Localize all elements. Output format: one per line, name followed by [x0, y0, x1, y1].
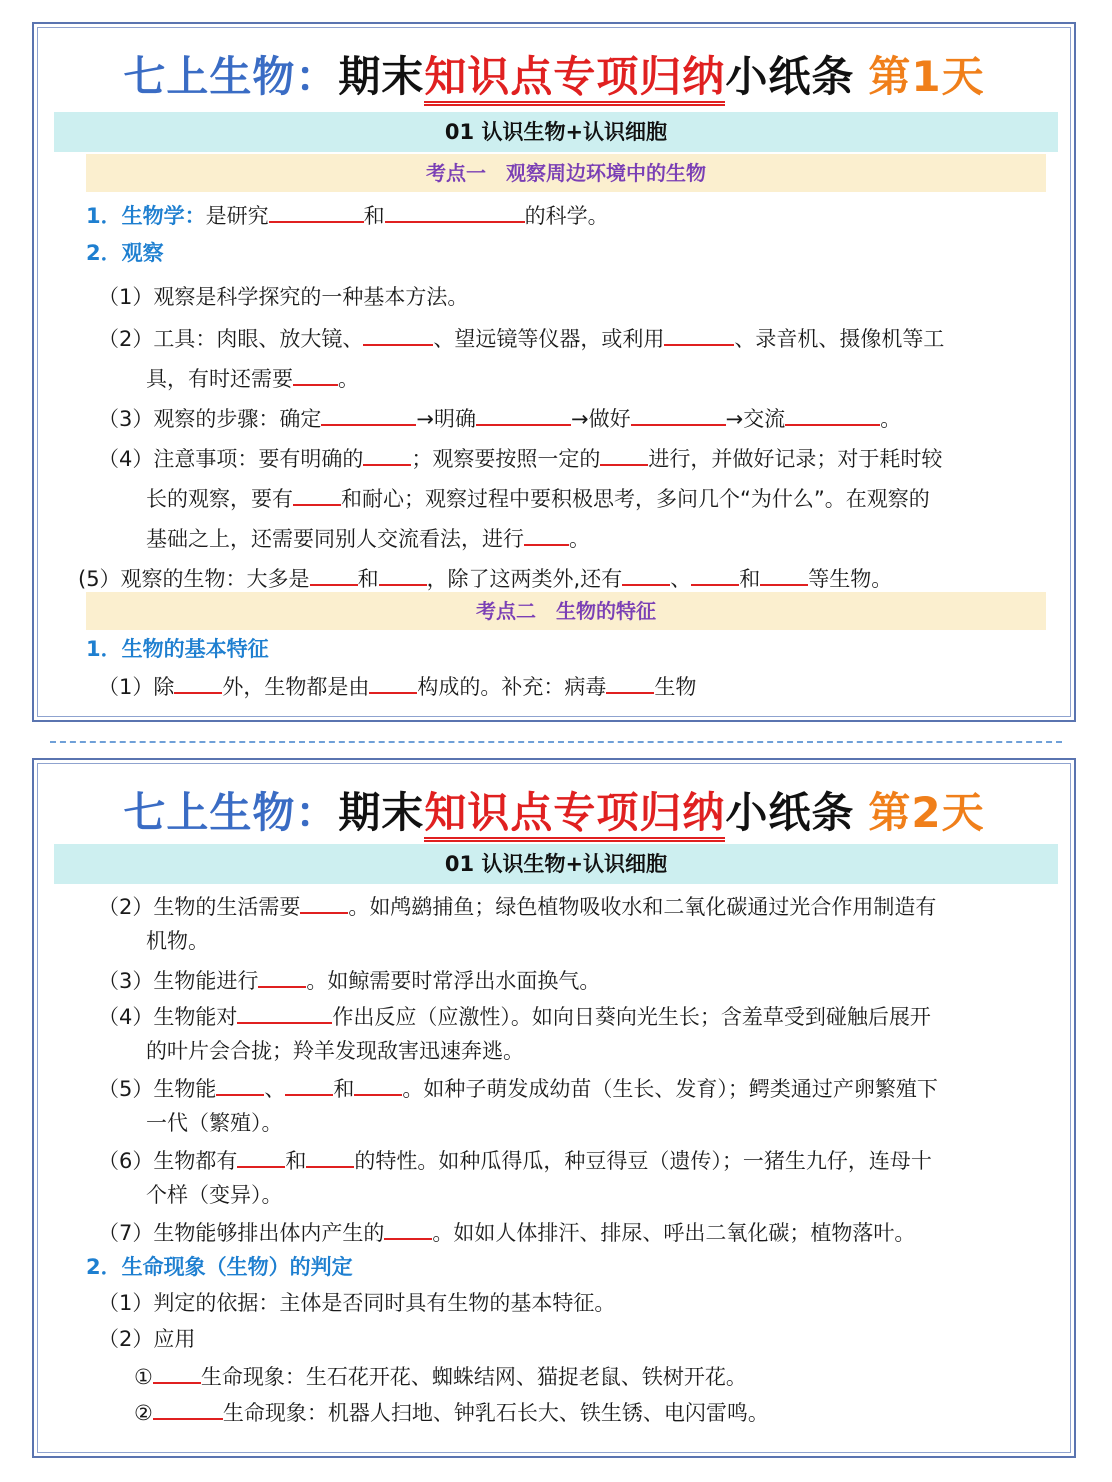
heading-guancha: 2．观察	[86, 241, 164, 265]
kaodian-2-header: 考点二 生物的特征	[86, 592, 1046, 630]
title-note: 小纸条	[725, 52, 855, 101]
line-feature-5-cont: 一代（繁殖）。	[146, 1111, 283, 1135]
line-feature-1: （1）除 外，生物都是由 构成的。补充：病毒 生物	[98, 670, 696, 702]
line-observe-4-cont2: 基础之上，还需要同别人交流看法，进行 。	[146, 522, 590, 554]
answer-blank[interactable]	[300, 890, 348, 914]
line-judge-example-1: ① 生命现象：生石花开花、蜘蛛结网、猫捉老鼠、铁树开花。	[134, 1360, 747, 1392]
line-observe-3: （3）观察的步骤：确定 →明确 →做好 →交流 。	[98, 402, 901, 434]
answer-blank[interactable]	[760, 562, 808, 586]
answer-blank[interactable]	[785, 402, 880, 426]
line-feature-2: （2）生物的生活需要 。如鸬鹚捕鱼；绿色植物吸收水和二氧化碳通过光合作用制造有	[98, 890, 936, 922]
note-card-day-1	[32, 22, 1076, 722]
answer-blank[interactable]	[606, 670, 654, 694]
answer-blank[interactable]	[216, 1072, 264, 1096]
line-judge-1: （1）判定的依据：主体是否同时具有生物的基本特征。	[98, 1291, 616, 1315]
line-feature-7: （7）生物能够排出体内产生的 。如如人体排汗、排尿、呼出二氧化碳；植物落叶。	[98, 1216, 915, 1248]
line-observe-4-cont: 长的观察，要有 和耐心；观察过程中要积极思考，多问几个“为什么”。在观察的	[146, 482, 930, 514]
title-day: 第2天	[868, 788, 985, 837]
dashed-divider	[50, 741, 1062, 743]
answer-blank[interactable]	[363, 322, 433, 346]
answer-blank[interactable]	[306, 1144, 354, 1168]
line-feature-4-cont: 的叶片会合拢；羚羊发现敌害迅速奔逃。	[146, 1039, 524, 1063]
line-feature-6: （6）生物都有 和 的特性。如种瓜得瓜，种豆得豆（遗传）；一猪生九仔，连母十	[98, 1144, 932, 1176]
title-highlight: 知识点专项归纳	[424, 788, 725, 842]
answer-blank[interactable]	[310, 562, 358, 586]
line-shengwuxue: 1．生物学：是研究 和 的科学。	[86, 199, 609, 231]
line-observe-4: （4）注意事项：要有明确的 ；观察要按照一定的 进行，并做好记录；对于耗时较	[98, 442, 942, 474]
answer-blank[interactable]	[385, 199, 525, 223]
answer-blank[interactable]	[384, 1216, 432, 1240]
line-observe-1: （1）观察是科学探究的一种基本方法。	[98, 285, 469, 309]
answer-blank[interactable]	[153, 1360, 201, 1384]
answer-blank[interactable]	[476, 402, 571, 426]
answer-blank[interactable]	[524, 522, 569, 546]
answer-blank[interactable]	[369, 670, 417, 694]
line-observe-2-cont: 具，有时还需要 。	[146, 362, 359, 394]
line-observe-5: (5）观察的生物：大多是 和 ，除了这两类外,还有 、 和 等生物。	[78, 562, 892, 594]
answer-blank[interactable]	[379, 562, 427, 586]
answer-blank[interactable]	[354, 1072, 402, 1096]
line-feature-2-cont: 机物。	[146, 929, 209, 953]
line-judge-2: （2）应用	[98, 1327, 196, 1351]
title-day: 第1天	[868, 52, 985, 101]
line-feature-6-cont: 个样（变异）。	[146, 1183, 283, 1207]
answer-blank[interactable]	[237, 1144, 285, 1168]
answer-blank[interactable]	[363, 442, 411, 466]
title-term: 期末	[338, 52, 425, 101]
section-header: 01 认识生物+认识细胞	[54, 844, 1058, 884]
answer-blank[interactable]	[258, 964, 306, 988]
title-term: 期末	[338, 788, 425, 837]
line-feature-5: （5）生物能 、 和 。如种子萌发成幼苗（生长、发育）；鳄类通过产卵繁殖下	[98, 1072, 938, 1104]
heading-basic-features: 1．生物的基本特征	[86, 637, 269, 661]
title-subject: 七上生物：	[123, 788, 339, 837]
heading-life-judgement: 2．生命现象（生物）的判定	[86, 1255, 353, 1279]
answer-blank[interactable]	[285, 1072, 333, 1096]
answer-blank[interactable]	[631, 402, 726, 426]
answer-blank[interactable]	[600, 442, 648, 466]
answer-blank[interactable]	[153, 1396, 223, 1420]
line-observe-2: （2）工具：肉眼、放大镜、 、望远镜等仪器，或利用 、录音机、摄像机等工	[98, 322, 944, 354]
answer-blank[interactable]	[622, 562, 670, 586]
answer-blank[interactable]	[269, 199, 364, 223]
answer-blank[interactable]	[237, 1000, 332, 1024]
answer-blank[interactable]	[691, 562, 739, 586]
line-judge-example-2: ② 生命现象：机器人扫地、钟乳石长大、铁生锈、电闪雷鸣。	[134, 1396, 769, 1428]
answer-blank[interactable]	[293, 482, 341, 506]
card-title	[34, 44, 1074, 104]
answer-blank[interactable]	[293, 362, 338, 386]
kaodian-1-header: 考点一 观察周边环境中的生物	[86, 154, 1046, 192]
answer-blank[interactable]	[664, 322, 734, 346]
answer-blank[interactable]	[174, 670, 222, 694]
section-header: 01 认识生物+认识细胞	[54, 112, 1058, 152]
note-card-day-2	[32, 758, 1076, 1458]
line-feature-4: （4）生物能对 作出反应（应激性）。如向日葵向光生长；含羞草受到碰触后展开	[98, 1000, 931, 1032]
title-note: 小纸条	[725, 788, 855, 837]
title-highlight: 知识点专项归纳	[424, 52, 725, 106]
card-title	[34, 780, 1074, 840]
line-feature-3: （3）生物能进行 。如鲸需要时常浮出水面换气。	[98, 964, 600, 996]
answer-blank[interactable]	[321, 402, 416, 426]
title-subject: 七上生物：	[123, 52, 339, 101]
